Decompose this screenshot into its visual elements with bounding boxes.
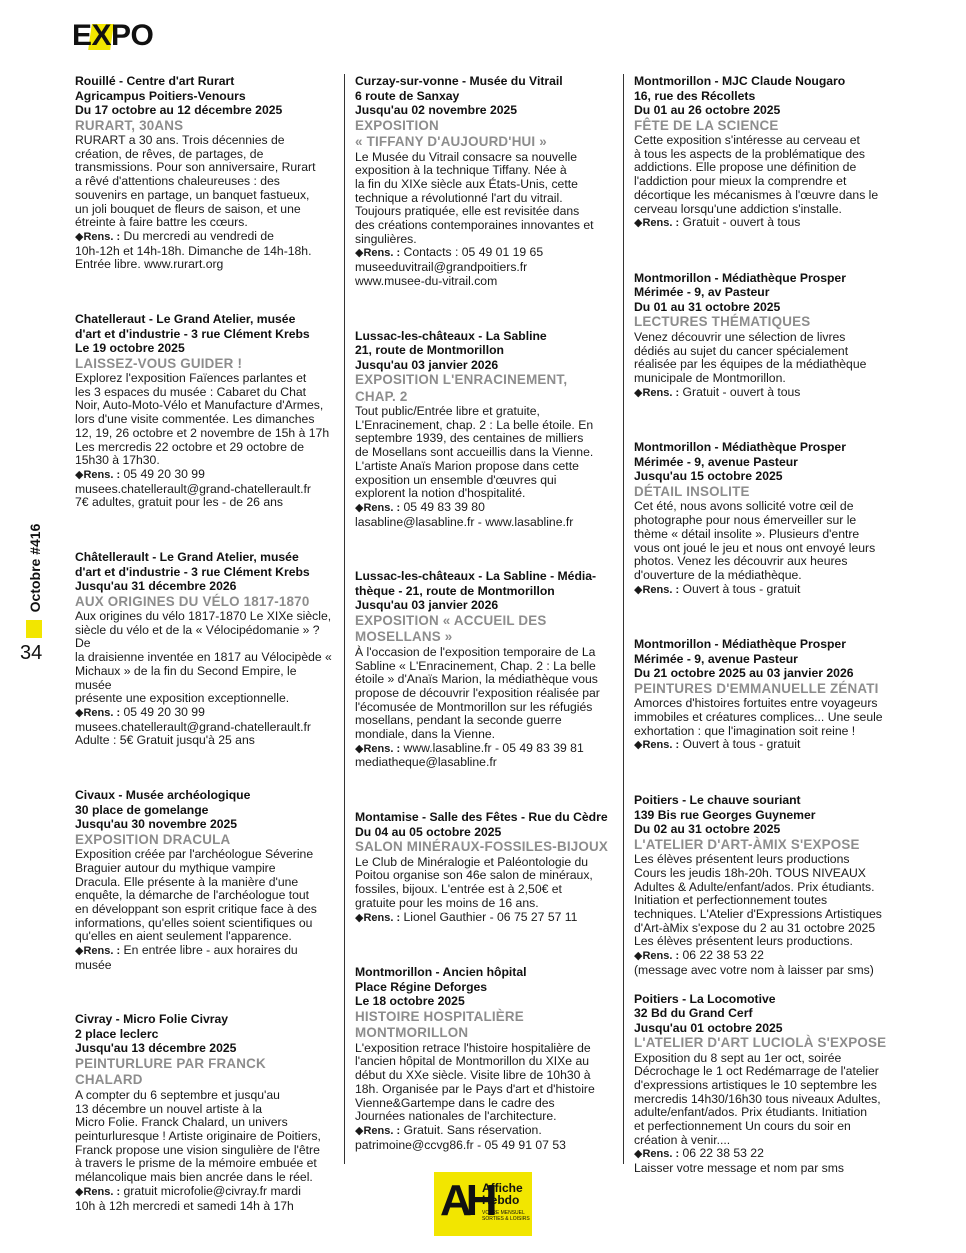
info-text: En entrée libre - aux horaires du musée (75, 943, 298, 972)
event-description: Amorces d'histoires fortuites entre voyageurs immobiles et créatures complices... Une seule exhortation : que l'imagination soit reine ! (634, 696, 883, 738)
event-date: Du 02 au 31 octobre 2025 (634, 822, 781, 837)
info-label: ◆Rens. : (634, 386, 680, 399)
event-date: Jusqu'au 15 octobre 2025 (634, 469, 783, 484)
event-location: Civray - Micro Folie Civray 2 place leclerc (75, 1012, 229, 1041)
event-info (634, 583, 896, 598)
event-description: Cette exposition s'intéresse au cerveau et à tous les aspects de la problématique des addictions. Elle propose une définition de l'addiction pour mieux la comprendre et décortique les mécanismes à l'œuvre dans le cerveau lorsqu'une addiction s'installe. (634, 133, 879, 216)
event-info (355, 501, 615, 529)
event-entry (634, 637, 896, 753)
event-entry (634, 440, 896, 597)
event-title: AUX ORIGINES DU VÉLO 1817-1870 (75, 593, 310, 609)
info-text: 05 49 83 39 80 lasabline@lasabline.fr - www.lasabline.fr (355, 499, 574, 529)
event-title: SALON MINÉRAUX-FOSSILES-BIJOUX (355, 839, 609, 855)
column-divider (344, 74, 345, 1164)
event-info (634, 386, 896, 401)
event-info (355, 1124, 615, 1152)
info-text: gratuit microfolie@civray.fr mardi 10h à 12h mercredi et samedi 14h à 17h (75, 1183, 301, 1213)
info-text: Gratuit - ouvert à tous (679, 384, 801, 399)
event-description: Exposition du 8 sept au 1er oct, soirée Décrochage le 1 oct Redémarrage de l'atelier d'expressions artistiques le 10 septembre les mercredis 14h30/16h30 tous niveaux Adultes, adulte/enfant/ados. Prix étudiants. Initiation et perfectionnement Un cours du soir en création à venir.... (634, 1050, 881, 1147)
event-info (355, 742, 615, 770)
event-description: Exposition créée par l'archéologue Séverine Braguier autour du mythique vampire Dracula. Elle présente à la manière d'une enquête, la démarche de l'archéologue tout en développant son esprit critique face à des informations, qu'elles soient scientifiques ou qu'elles en aient seulement l'apparence. (75, 847, 317, 944)
logo-letter-e: E (72, 19, 92, 52)
event-location: Lussac-les-châteaux - La Sabline - Média- thèque - 21, route de Montmorillon (355, 569, 597, 598)
event-info (634, 1147, 896, 1175)
event-description: A compter du 6 septembre et jusqu'au 13 décembre un nouvel artiste à la Micro Folie. Franck Chalard, un univers peinturluresque ! Artiste originaire de Poitiers, Franck propose une vision singulière de l'être à travers le prisme de la mémoire embuée et mélancolique mais bien ancrée dans le réel. (75, 1087, 321, 1185)
event-entry (355, 810, 615, 925)
event-title: DÉTAIL INSOLITE (634, 483, 750, 499)
info-text: Ouvert à tous - gratuit (679, 581, 801, 596)
event-title: RURART, 30ANS (75, 117, 184, 133)
info-text: Ouvert à tous - gratuit (679, 737, 801, 752)
event-description: Les élèves présentent leurs productions Cours les jeudis 18h-20h. TOUS NIVEAUX Adultes & Adulte/enfant/ados. Prix étudiants. Initiation et perfectionnement toutes techniques. L'Atelier d'Expressions Artistiques d'Art-àMix s'expose du 2 au 31 octobre 2025 Les élèves présentent leurs productions. (634, 852, 882, 949)
info-label: ◆Rens. : (634, 950, 680, 963)
info-label: ◆Rens. : (75, 945, 121, 958)
event-title: LECTURES THÉMATIQUES (634, 314, 811, 330)
event-location: Chatelleraut - Le Grand Atelier, musée d'art et d'industrie - 3 rue Clément Krebs (75, 312, 310, 341)
info-label: ◆Rens. : (634, 217, 680, 230)
event-location: Montmorillon - MJC Claude Nougaro 16, rue des Récollets (634, 74, 846, 103)
column-3 (634, 74, 896, 1216)
event-title: EXPOSITION L'ENRACINEMENT, CHAP. 2 (355, 372, 568, 404)
logo-mark: AH (440, 1176, 492, 1225)
event-entry (355, 74, 615, 289)
event-date: Jusqu'au 31 décembre 2026 (75, 579, 237, 594)
event-date: Du 21 octobre 2025 au 03 janvier 2026 (634, 666, 854, 681)
event-location: Montmorillon - Médiathèque Prosper Mérimée - 9, avenue Pasteur (634, 440, 846, 469)
event-description: Le Musée du Vitrail consacre sa nouvelle exposition à la technique Tiffany. Née à la fin du XIXe siècle aux États-Unis, cette technique a révolutionné l'art du vitrail. Toujours pratiquée, elle est revisitée dans des créations contemporaines innovantes et singulières. (355, 149, 594, 246)
logo-line-1: Affiche (482, 1181, 523, 1195)
info-text: Du mercredi au vendredi de 10h-12h et 14h-18h. Dimanche de 14h-18h. Entrée libre. www.rurart.org (75, 228, 312, 272)
event-date: Jusqu'au 30 novembre 2025 (75, 817, 238, 832)
event-entry (75, 1012, 335, 1213)
event-entry (634, 793, 896, 977)
info-text: Gratuit. Sans réservation. patrimoine@ccvg86.fr - 05 49 91 07 53 (355, 1122, 566, 1152)
event-description: L'exposition retrace l'histoire hospitalière de l'ancien hôpital de Montmorillon du XIXe au début du XXe siècle. Visite libre de 10h30 à 18h. Organisée par le Pays d'art et d'histoire Vienne&Gartempe dans le cadre des Journées nationales de l'architecture. (355, 1040, 595, 1124)
event-location: Curzay-sur-vonne - Musée du Vitrail 6 route de Sanxay (355, 74, 563, 103)
info-text: 05 49 20 30 99 musees.chatellerault@grand-chatellerault.fr 7€ adultes, gratuit pour les - de 26 ans (75, 466, 311, 510)
event-entry (355, 569, 615, 770)
event-info (75, 706, 335, 748)
event-location: Poitiers - Le chauve souriant 139 Bis rue Georges Guynemer (634, 793, 816, 822)
info-label: ◆Rens. : (634, 1148, 680, 1161)
event-info (634, 949, 896, 977)
info-text: www.lasabline.fr - 05 49 83 39 81 mediatheque@lasabline.fr (355, 740, 584, 770)
event-date: Jusqu'au 03 janvier 2026 (355, 357, 499, 372)
event-entry (634, 992, 896, 1176)
column-2 (355, 74, 615, 1195)
info-text: Gratuit - ouvert à tous (679, 215, 801, 230)
info-text: Contacts : 05 49 01 19 65 museeduvitrail@grandpoitiers.fr www.musee-du-vitrail.com (355, 245, 544, 288)
event-title: PEINTURLURE PAR FRANCK CHALARD (75, 1055, 266, 1088)
event-title: PEINTURES D'EMMANUELLE ZÉNATI (634, 680, 879, 696)
logo-line-2: Hebdo (482, 1193, 520, 1207)
event-location: Montmorillon - Médiathèque Prosper Mérimée - 9, avenue Pasteur (634, 637, 846, 666)
event-info (634, 738, 896, 753)
info-label: ◆Rens. : (75, 706, 121, 719)
page-number: 34 (20, 642, 43, 664)
event-description: Le Club de Minéralogie et Paléontologie du Poitou organise son 46e salon de minéraux, fossiles, bijoux. L'entrée est à 2,50€ et gratuite pour les moins de 16 ans. (355, 854, 593, 910)
info-label: ◆Rens. : (355, 247, 401, 260)
event-location: Lussac-les-châteaux - La Sabline 21, route de Montmorillon (355, 328, 547, 358)
section-header (72, 18, 153, 54)
event-date: Du 01 au 31 octobre 2025 (634, 299, 781, 314)
event-description: Cet été, nous avons sollicité votre œil de photographe pour nous émerveiller sur le thème « détail insolite ». Plusieurs d'entre vous ont joué le jeu et nous ont envoyé leurs photos. Venez les découvrir aux heures d'ouverture de la médiathèque. (634, 499, 876, 582)
event-date: Du 01 au 26 octobre 2025 (634, 103, 781, 117)
info-label: ◆Rens. : (634, 739, 680, 752)
event-info (355, 911, 615, 926)
event-location: Montamise - Salle des Fêtes - Rue du Cèdre (355, 810, 608, 825)
event-date: Jusqu'au 01 octobre 2025 (634, 1020, 783, 1035)
issue-label: Octobre #416 (27, 523, 43, 613)
info-text: 06 22 38 53 22 (message avec votre nom à laisser par sms) (634, 948, 874, 977)
event-info (75, 468, 335, 510)
event-location: Montmorillon - Médiathèque Prosper Mérimée - 9, av Pasteur (634, 270, 846, 300)
event-entry (355, 329, 615, 530)
event-title: EXPOSITION « ACCUEIL DES MOSELLANS » (355, 612, 547, 645)
info-text: Lionel Gauthier - 06 75 27 57 11 (400, 909, 578, 924)
event-location: Montmorillon - Ancien hôpital Place Régine Deforges (355, 965, 527, 994)
event-info (75, 1185, 335, 1213)
event-date: Jusqu'au 02 novembre 2025 (355, 103, 518, 117)
event-entry (75, 312, 335, 510)
event-description: À l'occasion de l'exposition temporaire de La Sabline « L'Enracinement, Chap. 2 : La belle étoile » d'Anaïs Marion, la médiathèque vous propose de découvrir l'exposition réalisée par l'écomusée de Montmorillon sur les réfugiés mosellans, pendant la seconde guerre mondiale, dans la Vienne. (355, 644, 600, 742)
event-entry (75, 74, 335, 272)
event-entry (634, 271, 896, 401)
event-description: Explorez l'exposition Faïences parlantes et les 3 espaces du musée : Cabaret du Chat Noir, Auto-Moto-Vélo et Manufacture d'Armes, lors d'une visite commentée. Les dimanches 12, 19, 26 octobre et 2 novembre de 15h à 17h Les mercredis 22 octobre et 29 octobre de 15h30 à 17h30. (75, 371, 330, 468)
event-location: Poitiers - La Locomotive 32 Bd du Grand Cerf (634, 991, 776, 1020)
info-label: ◆Rens. : (355, 1124, 401, 1137)
logo-letter-x: X (91, 19, 112, 52)
event-location: Civaux - Musée archéologique 30 place de gomelange (75, 788, 251, 817)
column-divider (623, 74, 624, 1164)
event-description: Aux origines du vélo 1817-1870 Le XIXe siècle, siècle du vélo et de la « Vélocipédomanie » ? De la draisienne inventée en 1817 au Vélocipède « Michaux » de la fin du Second Empire, le musée présente une exposition exceptionnelle. (75, 609, 332, 706)
event-entry (75, 550, 335, 748)
column-1 (75, 74, 335, 1253)
event-date: Le 19 octobre 2025 (75, 341, 185, 356)
expo-logo (72, 18, 153, 54)
event-date: Le 18 octobre 2025 (355, 994, 465, 1009)
info-label: ◆Rens. : (355, 501, 401, 514)
info-text: 05 49 20 30 99 musees.chatellerault@grand-chatellerault.fr Adulte : 5€ Gratuit jusqu'à 25 ans (75, 704, 311, 748)
event-info (634, 216, 896, 231)
yellow-square-icon (26, 620, 42, 638)
event-title: EXPOSITION « TIFFANY D'AUJOURD'HUI » (355, 117, 547, 149)
event-title: L'ATELIER D'ART-ÀMIX S'EXPOSE (634, 836, 860, 852)
logo-letters-po: PO (111, 19, 154, 52)
info-label: ◆Rens. : (355, 911, 401, 924)
info-label: ◆Rens. : (75, 1185, 121, 1198)
event-entry (355, 965, 615, 1152)
event-entry (634, 74, 896, 231)
event-location: Rouillé - Centre d'art Rurart Agricampus Poitiers-Venours (75, 74, 246, 103)
info-label: ◆Rens. : (75, 468, 121, 481)
page-side-marker (20, 520, 50, 670)
affiche-hebdo-logo (434, 1172, 532, 1236)
event-info (75, 944, 335, 972)
event-title: HISTOIRE HOSPITALIÈRE MONTMORILLON (355, 1008, 524, 1041)
event-date: Jusqu'au 03 janvier 2026 (355, 598, 499, 613)
event-info (355, 246, 615, 288)
event-description: Venez découvrir une sélection de livres dédiés au sujet du cancer spécialement réalisée par les équipes de la médiathèque municipale de Montmorillon. (634, 329, 867, 386)
event-info (75, 230, 335, 272)
event-title: FÊTE DE LA SCIENCE (634, 117, 779, 133)
event-date: Jusqu'au 13 décembre 2025 (75, 1041, 237, 1056)
info-label: ◆Rens. : (355, 742, 401, 755)
event-entry (75, 788, 335, 972)
event-date: Du 04 au 05 octobre 2025 (355, 824, 502, 839)
event-description: Tout public/Entrée libre et gratuite, L'Enracinement, chap. 2 : La belle étoile. En septembre 1939, des centaines de milliers de Mosellans sont accueillis dans la Vienne. L'artiste Anaïs Marion propose dans cette exposition un ensemble d'œuvres qui explorent la notion d'hospitalité. (355, 404, 594, 501)
event-title: L'ATELIER D'ART LUCIOLÀ S'EXPOSE (634, 1035, 887, 1050)
event-date: Du 17 octobre au 12 décembre 2025 (75, 103, 283, 117)
event-title: EXPOSITION DRACULA (75, 831, 231, 847)
event-title: LAISSEZ-VOUS GUIDER ! (75, 355, 243, 371)
event-description: RURART a 30 ans. Trois décennies de création, de rêves, de partages, de transmissions. Pour son anniversaire, Rurart a rêvé d'attentions chaleureuses : des souvenirs en partage, un banquet fastueux, un joli bouquet de fleurs de saison, et une étreinte à faire battre les cœurs. (75, 133, 316, 230)
info-label: ◆Rens. : (75, 230, 121, 243)
info-label: ◆Rens. : (634, 583, 680, 596)
info-text: 06 22 38 53 22 Laisser votre message et nom par sms (634, 1146, 844, 1176)
logo-tagline: VOTRE MENSUEL SORTIES & LOISIRS (482, 1210, 530, 1222)
event-location: Châtellerault - Le Grand Atelier, musée d'art et d'industrie - 3 rue Clément Krebs (75, 550, 310, 579)
